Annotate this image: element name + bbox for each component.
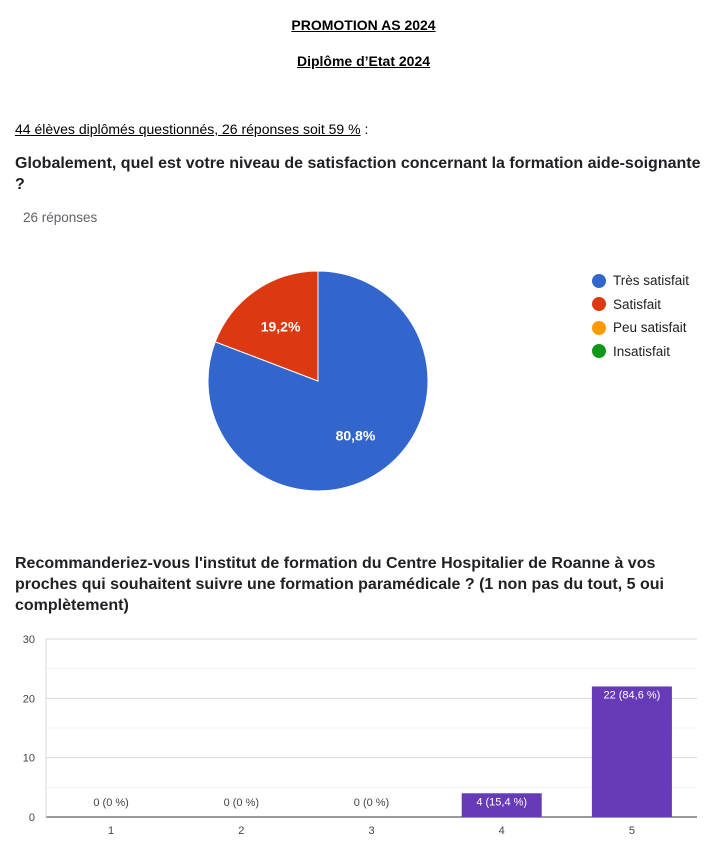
- legend-label: Peu satisfait: [613, 320, 687, 336]
- document-title: PROMOTION AS 2024: [291, 17, 436, 33]
- responses-count: 26 réponses: [23, 210, 98, 225]
- pie-chart-question: Globalement, quel est votre niveau de satisfaction concernant la formation aide-soignante ?: [15, 155, 701, 193]
- bar-data-label: 0 (0 %): [353, 797, 390, 809]
- y-tick-label: 30: [22, 634, 35, 646]
- bar-data-label: 4 (15,4 %): [476, 796, 528, 809]
- bar-data-label: 22 (84,6 %): [603, 689, 661, 702]
- legend-item: [592, 293, 689, 317]
- pie-slice-label-2: 19,2%: [260, 318, 301, 335]
- pie-legend: [592, 269, 689, 363]
- x-tick-label: 1: [108, 825, 115, 837]
- x-tick-label: 3: [368, 825, 375, 837]
- x-tick-label: 5: [628, 825, 635, 837]
- legend-label: Insatisfait: [613, 343, 671, 359]
- y-tick-label: 10: [22, 752, 35, 765]
- legend-label: Satisfait: [613, 296, 662, 312]
- bar-5: [592, 686, 672, 817]
- bar-chart-question: Recommanderiez-vous l'institut de formation du Centre Hospitalier de Roanne à vos proches qui souhaitent suivre une formation paramédicale ? (1 non pas du tout, 5 oui complètement): [15, 555, 664, 614]
- y-tick-label: 0: [28, 812, 35, 824]
- legend-swatch: [592, 344, 606, 358]
- pie-slice-label-1: 80,8%: [335, 427, 376, 444]
- legend-item: [592, 340, 689, 364]
- legend-label: Très satisfait: [613, 273, 690, 289]
- legend-item: [592, 269, 689, 293]
- survey-intro-text: 44 élèves diplômés questionnés, 26 réponses soit 59 %: [15, 121, 361, 137]
- x-tick-label: 2: [238, 825, 245, 837]
- survey-intro-suffix: :: [360, 121, 369, 137]
- legend-item: [592, 316, 689, 340]
- legend-swatch: [592, 274, 606, 288]
- y-tick-label: 20: [22, 693, 35, 706]
- document-subtitle: Diplôme d’Etat 2024: [296, 53, 431, 69]
- legend-swatch: [592, 321, 606, 335]
- bar-chart: [0, 625, 727, 849]
- bar-data-label: 0 (0 %): [93, 797, 129, 809]
- bar-data-label: 0 (0 %): [223, 797, 260, 809]
- x-tick-label: 4: [498, 825, 505, 837]
- legend-swatch: [592, 297, 606, 311]
